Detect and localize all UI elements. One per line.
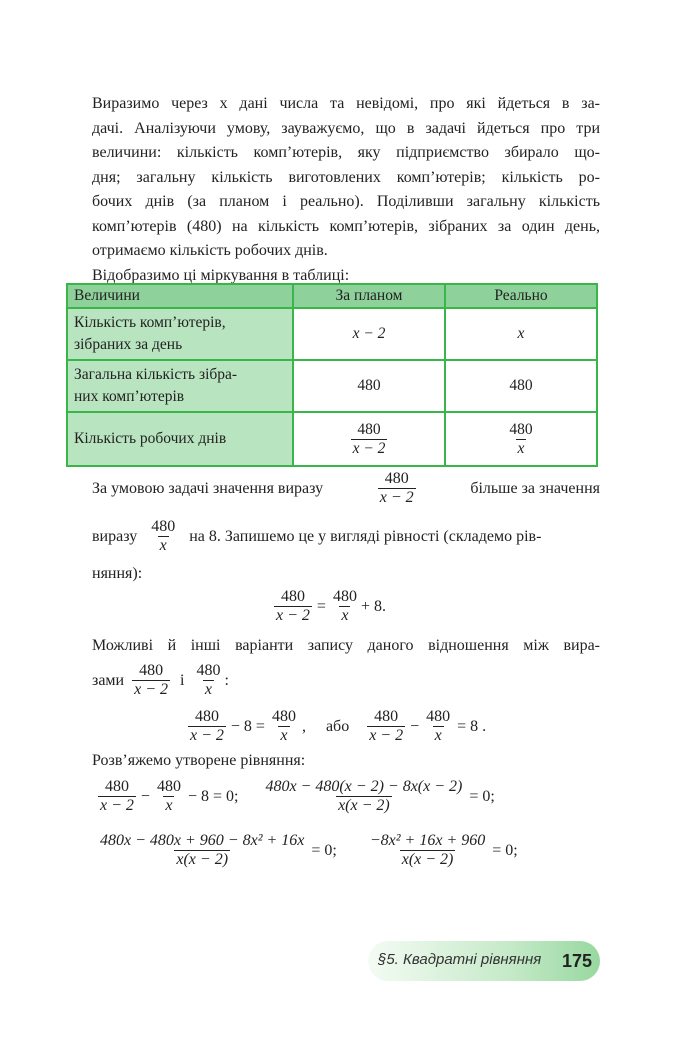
row-label: [67, 412, 293, 466]
row-label: [67, 360, 293, 412]
fraction: [351, 421, 388, 458]
denominator: x − 2: [190, 727, 224, 745]
numerator: 480: [271, 708, 296, 725]
text: зами: [92, 671, 125, 689]
table-row: [67, 412, 597, 466]
para2-line3: [92, 565, 142, 583]
text: −: [410, 717, 420, 735]
main-equation: [272, 588, 386, 626]
cell-plan: [293, 308, 445, 360]
para2-line2: [92, 518, 600, 556]
numerator: 480x − 480x + 960 − 8x² + 16x: [100, 832, 305, 849]
text: − 8 = 0;: [187, 787, 239, 805]
para4: [92, 752, 305, 770]
cell-plan: [293, 412, 445, 466]
denominator: x(x − 2): [338, 797, 390, 815]
text: − 8 =: [230, 717, 265, 735]
denominator: x − 2: [379, 489, 414, 507]
label-line: Кількість комп’ютерів,: [74, 314, 226, 331]
label-line: зібраних за день: [74, 336, 183, 353]
text: ,: [301, 717, 306, 735]
intro-paragraph: [92, 92, 600, 288]
fraction: [98, 832, 306, 870]
text: + 8.: [360, 597, 386, 615]
row-label: [67, 308, 293, 360]
para3-line2: [92, 662, 229, 700]
denominator: x: [517, 439, 525, 457]
para3-line1: [92, 634, 600, 659]
text: няння):: [92, 565, 143, 582]
numerator: −8x² + 16x + 960: [369, 832, 486, 849]
fraction: [98, 778, 136, 816]
text-line: бочих днів (за планом і реально). Поділивши загальну кількість: [92, 193, 600, 210]
denominator: x: [165, 797, 173, 815]
numerator: 480: [280, 588, 305, 605]
page-number: 175: [561, 950, 593, 971]
label-line: них комп’ютерів: [74, 388, 185, 405]
numerator: 480: [156, 778, 181, 795]
label-line: Загальна кількість зібра-: [74, 366, 238, 383]
text-line: Виразимо через x дані числа та невідомі, про які йдеться в за-: [92, 95, 600, 112]
table-row: [67, 360, 597, 412]
cell-plan: 480: [293, 360, 445, 412]
quantities-table: [66, 283, 598, 467]
fraction: [367, 708, 405, 746]
text-line: Можливі й інші варіанти запису даного відношення між вира-: [92, 637, 600, 654]
denominator: x(x − 2): [401, 851, 454, 869]
table-intro: Відобразимо ці міркування в таблиці:: [92, 266, 350, 284]
header-real: Реально: [445, 284, 597, 308]
header-quantities: Величини: [67, 284, 293, 308]
text-line: отримаємо кількість робочих днів.: [92, 242, 328, 259]
fraction: [155, 778, 183, 816]
numerator: 480: [426, 708, 451, 725]
cell-value: x: [517, 325, 525, 342]
fraction: [378, 470, 416, 508]
cell-value: x − 2: [352, 325, 386, 342]
numerator: 480: [509, 420, 533, 438]
para2-line1: [92, 470, 600, 508]
text: більше за значення: [470, 479, 600, 497]
fraction: [263, 778, 464, 816]
numerator: 480: [332, 588, 357, 605]
text: і: [180, 671, 185, 689]
denominator: x − 2: [352, 439, 386, 457]
fraction: [149, 518, 177, 556]
text: :: [224, 671, 229, 689]
numerator: 480: [151, 518, 176, 535]
text: на 8. Запишемо це у вигляді рівності (складемо рів-: [189, 527, 542, 545]
equals-sign: =: [316, 597, 326, 615]
fraction: [188, 708, 226, 746]
cell-real: [445, 412, 597, 466]
fraction: [274, 588, 312, 626]
header-plan: За планом: [293, 284, 445, 308]
numerator: 480: [384, 470, 409, 487]
fraction: [194, 662, 222, 700]
denominator: x: [434, 727, 442, 745]
fraction: [270, 708, 298, 746]
numerator: 480: [374, 708, 399, 725]
fraction: [331, 588, 359, 626]
denominator: x: [341, 607, 349, 625]
denominator: x: [204, 681, 213, 699]
fraction: [132, 662, 170, 700]
denominator: x − 2: [100, 797, 134, 815]
cell-real: 480: [445, 360, 597, 412]
table-row: [67, 308, 597, 360]
text: −: [140, 787, 150, 805]
numerator: 480: [104, 778, 129, 795]
denominator: x − 2: [276, 607, 310, 625]
denominator: x − 2: [369, 727, 404, 745]
denominator: x(x − 2): [176, 851, 229, 869]
denominator: x: [280, 727, 288, 745]
text: За умовою задачі значення виразу: [92, 479, 324, 497]
numerator: 480: [194, 708, 219, 725]
text-line: дачі. Аналізуючи умову, зауважуємо, що в задачі йдеться про три: [92, 119, 600, 137]
text: або: [325, 717, 350, 735]
fraction: [368, 832, 487, 870]
section-title: §5. Квадратні рівняння: [378, 951, 542, 968]
alt-equations: [186, 708, 489, 746]
denominator: x: [159, 537, 167, 555]
numerator: 480: [139, 662, 164, 679]
cell-real: [445, 308, 597, 360]
denominator: x − 2: [134, 681, 169, 699]
text: виразу: [92, 527, 138, 545]
text: = 0;: [469, 787, 495, 805]
text: = 0;: [311, 841, 337, 859]
text-line: дня; загальну кількість виготовлених комп’ютерів; кількість ро-: [92, 168, 600, 186]
label-line: Кількість робочих днів: [74, 430, 227, 447]
text: = 8 .: [457, 717, 487, 735]
numerator: 480x − 480(x − 2) − 8x(x − 2): [265, 778, 463, 795]
text-line: комп’ютерів (480) на кількість комп’ютерів, зібраних за один день,: [92, 217, 600, 235]
numerator: 480: [357, 420, 381, 438]
solution-line1: [96, 778, 498, 816]
numerator: 480: [196, 662, 221, 679]
fraction: [424, 708, 452, 746]
fraction: [507, 421, 534, 458]
text: Розв’яжемо утворене рівняння:: [92, 752, 306, 769]
text-line: величини: кількість комп’ютерів, яку підприємство збирало що-: [92, 144, 600, 161]
solution-line2: [96, 832, 521, 870]
table-header-row: [67, 284, 597, 308]
text: = 0;: [492, 841, 518, 859]
